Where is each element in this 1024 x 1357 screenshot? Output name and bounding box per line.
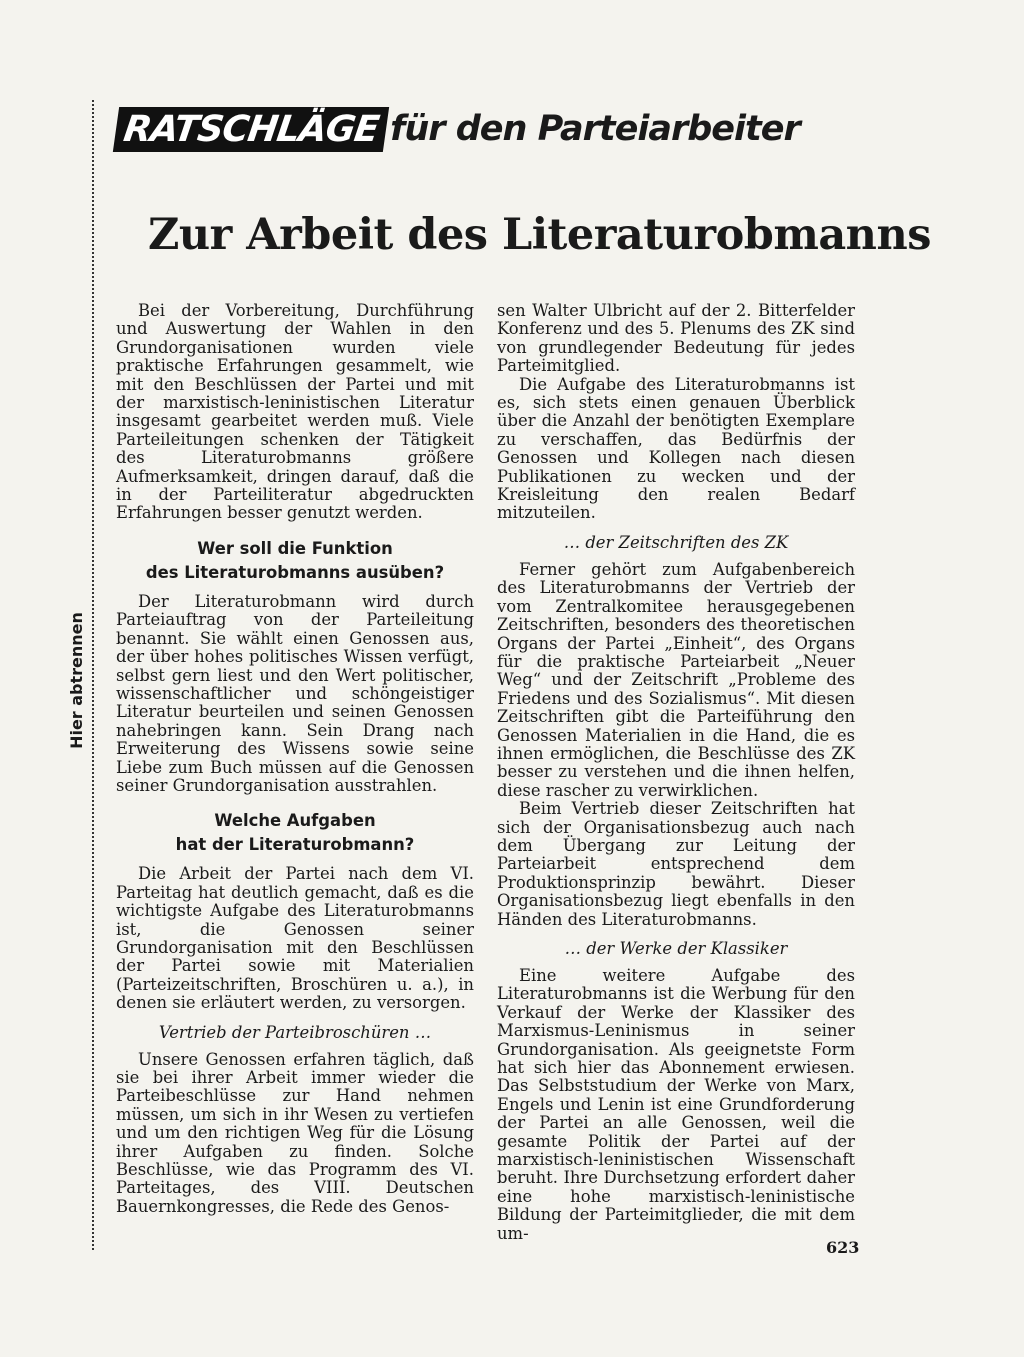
paragraph: Unsere Genossen erfahren täglich, daß sie bei ihrer Arbeit immer wieder die Parteibeschlüsse zur Hand nehmen müssen, um sich in ihr Wesen zu vertiefen und um den richtigen Weg für die Lösung ihrer Aufgaben zu finden. Solche Beschlüsse, wie das Programm des VI. Parteitages, des VIII. Deutschen Bauernkongresses, die Rede des Genos- xyxy=(116,1049,474,1216)
heading-line: Welche Aufgaben xyxy=(214,811,376,831)
section-heading xyxy=(116,809,474,857)
page-number: 623 xyxy=(826,1238,860,1257)
heading-line: hat der Literaturobmann? xyxy=(175,835,415,855)
paragraph: Bei der Vorbereitung, Durchführung und Auswertung der Wahlen in den Grundorganisationen wurden viele praktische Erfahrungen gesammelt, wie mit den Beschlüssen der Partei und mit der marxistisch-leninistischen Literatur insgesamt gearbeitet werden muß. Viele Parteileitungen schenken der Tätigkeit des Literaturobmanns größere Aufmerksamkeit, dringen darauf, daß die in der Parteiliteratur abgedruckten Erfahrungen besser genutzt werden. xyxy=(116,301,474,523)
paragraph: Die Arbeit der Partei nach dem VI. Parteitag hat deutlich gemacht, daß es die wichtigste Aufgabe des Literaturobmanns ist, die Genossen seiner Grundorganisation mit den Beschlüssen der Partei sowie mit Materialien (Parteizeitschriften, Broschüren u. a.), in denen sie erläutert werden, zu versorgen. xyxy=(116,864,474,1013)
subheading: Vertrieb der Parteibroschüren … xyxy=(158,1022,432,1042)
subheading: … der Werke der Klassiker xyxy=(564,939,788,958)
banner-subtitle: für den Parteiarbeiter xyxy=(390,109,800,149)
paragraph: Die Aufgabe des Literaturobmanns ist es, sich stets einen genauen Überblick über die Anzahl der benötigten Exemplare zu verschaffen, das Bedürfnis der Genossen und Kollegen nach diesen Publikationen zu wecken und der Kreisleitung den realen Bedarf mitzuteilen. xyxy=(497,374,855,523)
left-column xyxy=(116,302,474,1216)
banner-boxed-word: RATSCHLÄGE xyxy=(113,107,389,152)
section-heading xyxy=(116,537,474,585)
section-banner xyxy=(116,100,800,158)
paragraph: Der Literaturobmann wird durch Parteiauftrag von der Parteileitung benannt. Sie wählt einen Genossen aus, der über hohes politisches Wissen verfügt, selbst gern liest und den Wert politischer, wissenschaftlicher und schöngeistiger Literatur beurteilen und seinen Genossen nahebringen kann. Sein Drang nach Erweiterung des Wissens sowie seine Liebe zum Buch müssen auf die Genossen seiner Grundorganisation ausstrahlen. xyxy=(116,591,474,795)
heading-line: Wer soll die Funktion xyxy=(197,538,393,558)
paragraph: Ferner gehört zum Aufgabenbereich des Literaturobmanns der Vertrieb der vom Zentralkomitee herausgegebenen Zeitschriften, besonders des theoretischen Organs der Partei „Einheit“, des Organs für die praktische Parteiarbeit „Neuer Weg“ und der Zeitschrift „Probleme des Friedens und des Sozialismus“. Mit diesen Zeitschriften gibt die Parteiführung den Genossen Materialien in die Hand, die es ihnen ermöglichen, die Beschlüsse des ZK besser zu verstehen und die ihnen helfen, diese rascher zu verwirklichen. xyxy=(497,559,855,800)
right-column xyxy=(497,302,855,1243)
subheading: … der Zeitschriften des ZK xyxy=(563,532,789,552)
paragraph-continued: sen Walter Ulbricht auf der 2. Bitterfelder Konferenz und des 5. Plenums des ZK sind von grundlegender Bedeutung für jedes Parteimitglied. xyxy=(497,301,855,376)
cut-instruction xyxy=(58,610,94,750)
paragraph: Eine weitere Aufgabe des Literaturobmanns ist die Werbung für den Verkauf der Werke der Klassiker des Marxismus-Leninismus in seiner Grundorganisation. Als geeignetste Form hat sich hier das Abonnement erwiesen. Das Selbststudium der Werke von Marx, Engels und Lenin ist eine Grundforderung der Partei an alle Genossen, weil die gesamte Politik der Partei auf der marxistisch-leninistischen Wissenschaft beruht. Ihre Durchsetzung erfordert daher eine hohe marxistisch-leninistische Bildung der Parteimitglieder, die mit dem um- xyxy=(497,966,855,1243)
cut-instruction-text: Hier abtrennen xyxy=(66,611,86,749)
article-title: Zur Arbeit des Literaturobmanns xyxy=(148,210,931,260)
heading-line: des Literaturobmanns ausüben? xyxy=(145,562,445,582)
paragraph: Beim Vertrieb dieser Zeitschriften hat sich der Organisationsbezug auch nach dem Übergang zur Leitung der Parteiarbeit entsprechend dem Produktionsprinzip bewährt. Dieser Organisationsbezug liegt ebenfalls in den Händen des Literaturobmanns. xyxy=(497,799,855,929)
